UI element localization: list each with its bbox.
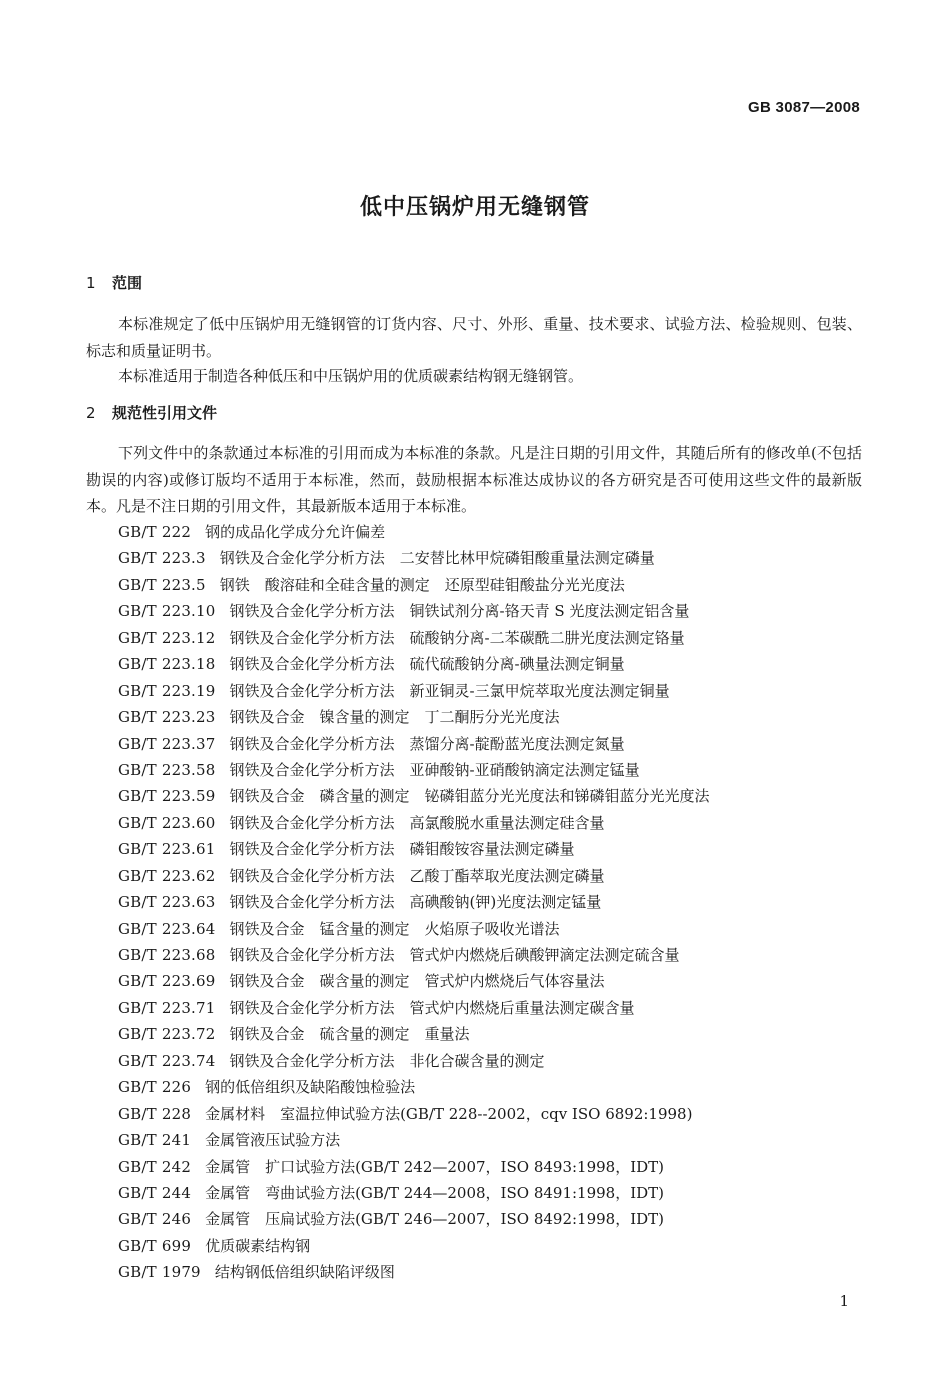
section-1-title: 范围	[112, 274, 143, 292]
reference-item	[118, 731, 878, 757]
reference-code: GB/T 228	[118, 1104, 192, 1123]
reference-item	[118, 889, 878, 915]
reference-code: GB/T 246	[118, 1210, 192, 1229]
section-2-title: 规范性引用文件	[112, 404, 218, 422]
reference-code: GB/T 223.62	[118, 866, 216, 885]
reference-title: 钢铁及合金化学分析方法 新亚铜灵-三氯甲烷萃取光度法测定铜量	[229, 681, 670, 700]
reference-item	[118, 678, 878, 704]
reference-item	[118, 625, 878, 651]
reference-title: 钢铁及合金化学分析方法 蒸馏分离-靛酚蓝光度法测定氮量	[229, 734, 625, 753]
reference-item	[118, 863, 878, 889]
reference-title: 金属管液压试验方法	[205, 1131, 341, 1150]
reference-code: GB/T 223.3	[118, 549, 206, 568]
reference-title: 结构钢低倍组织缺陷评级图	[214, 1263, 395, 1282]
reference-code: GB/T 222	[118, 523, 192, 541]
reference-item	[118, 916, 878, 942]
reference-code: GB/T 223.69	[118, 972, 216, 991]
page-number: 1	[839, 1292, 849, 1310]
reference-item	[118, 572, 878, 598]
reference-title: 钢铁及合金化学分析方法 磷钼酸铵容量法测定磷量	[229, 840, 575, 859]
reference-item	[118, 757, 878, 783]
reference-code: GB/T 223.18	[118, 655, 216, 674]
reference-code: GB/T 223.64	[118, 919, 216, 938]
reference-item	[118, 836, 878, 862]
reference-item	[118, 1206, 878, 1232]
reference-title: 钢铁及合金化学分析方法 非化合碳含量的测定	[229, 1051, 545, 1070]
reference-item	[118, 968, 878, 994]
reference-title: 金属管 弯曲试验方法(GB/T 244—2008，ISO 8491:1998，IDT)	[205, 1183, 665, 1202]
reference-title: 钢铁及合金化学分析方法 管式炉内燃烧后重量法测定碳含量	[229, 998, 635, 1017]
reference-title: 钢铁及合金 碳含量的测定 管式炉内燃烧后气体容量法	[229, 972, 605, 991]
reference-title: 金属管 压扁试验方法(GB/T 246—2007，ISO 8492:1998，IDT)	[205, 1210, 665, 1229]
reference-title: 优质碳素结构钢	[205, 1236, 311, 1255]
reference-code: GB/T 223.23	[118, 708, 216, 727]
reference-title: 钢铁 酸溶硅和全硅含量的测定 还原型硅钼酸盐分光光度法	[219, 575, 625, 594]
reference-code: GB/T 223.74	[118, 1051, 216, 1070]
reference-title: 金属材料 室温拉伸试验方法(GB/T 228--2002，cqv ISO 6892:1998)	[205, 1104, 693, 1123]
reference-item	[118, 783, 878, 809]
reference-code: GB/T 223.59	[118, 787, 216, 806]
reference-item	[118, 651, 878, 677]
reference-title: 钢铁及合金化学分析方法 铜铁试剂分离-铬天青 S 光度法测定铝含量	[229, 602, 690, 621]
reference-item	[118, 942, 878, 968]
reference-item	[118, 1180, 878, 1206]
reference-item	[118, 1021, 878, 1047]
section-1-paragraph: 本标准适用于制造各种低压和中压锅炉用的优质碳素结构钢无缝钢管。	[118, 367, 584, 385]
section-2-intro: 下列文件中的条款通过本标准的引用而成为本标准的条款。凡是注日期的引用文件，其随后所有的修改单(不包括勘误的内容)或修订版均不适用于本标准，然而，鼓励根据本标准达成协议的各方研究是否可使用这些文件的最新版本。凡是不注日期的引用文件，其最新版本适用于本标准。	[86, 444, 862, 515]
reference-title: 钢铁及合金化学分析方法 高氯酸脱水重量法测定硅含量	[229, 813, 605, 832]
section-1-heading	[86, 272, 142, 293]
reference-code: GB/T 223.10	[118, 602, 216, 621]
reference-title: 钢铁及合金化学分析方法 管式炉内燃烧后碘酸钾滴定法测定硫含量	[229, 946, 680, 964]
reference-item	[118, 1233, 878, 1259]
reference-title: 钢铁及合金化学分析方法 高碘酸钠(钾)光度法测定锰量	[229, 893, 602, 912]
reference-item	[118, 1127, 878, 1153]
reference-title: 钢的低倍组织及缺陷酸蚀检验法	[205, 1078, 416, 1097]
reference-title: 钢的成品化学成分允许偏差	[205, 523, 386, 541]
reference-title: 钢铁及合金 锰含量的测定 火焰原子吸收光谱法	[229, 919, 560, 938]
reference-code: GB/T 223.19	[118, 681, 216, 700]
reference-code: GB/T 223.58	[118, 760, 216, 779]
reference-code: GB/T 223.12	[118, 628, 216, 647]
reference-item	[118, 1074, 878, 1100]
reference-code: GB/T 223.72	[118, 1025, 216, 1044]
reference-item	[118, 995, 878, 1021]
reference-item	[118, 704, 878, 730]
reference-item	[118, 598, 878, 624]
reference-item	[118, 1048, 878, 1074]
reference-item	[118, 1101, 878, 1127]
standard-number: GB 3087—2008	[747, 99, 860, 116]
reference-item	[118, 1154, 878, 1180]
reference-item	[118, 1259, 878, 1285]
reference-title: 钢铁及合金化学分析方法 亚砷酸钠-亚硝酸钠滴定法测定锰量	[229, 760, 640, 779]
reference-item	[118, 810, 878, 836]
page-title: 低中压锅炉用无缝钢管	[359, 195, 590, 220]
reference-code: GB/T 223.37	[118, 734, 216, 753]
reference-item	[118, 545, 878, 571]
section-2-heading	[86, 402, 217, 423]
reference-title: 钢铁及合金化学分析方法 二安替比林甲烷磷钼酸重量法测定磷量	[219, 549, 655, 568]
reference-code: GB/T 223.71	[118, 998, 216, 1017]
reference-title: 钢铁及合金化学分析方法 硫酸钠分离-二苯碳酰二肼光度法测定铬量	[229, 628, 685, 647]
reference-code: GB/T 223.60	[118, 813, 216, 832]
reference-list	[118, 519, 878, 1286]
reference-title: 钢铁及合金 磷含量的测定 铋磷钼蓝分光光度法和锑磷钼蓝分光光度法	[229, 787, 710, 806]
reference-code: GB/T 1979	[118, 1263, 201, 1282]
section-1-paragraph: 本标准规定了低中压锅炉用无缝钢管的订货内容、尺寸、外形、重量、技术要求、试验方法、检验规则、包装、标志和质量证明书。	[86, 315, 862, 360]
section-1-number: 1	[86, 274, 96, 292]
reference-item	[118, 519, 878, 545]
reference-code: GB/T 242	[118, 1157, 192, 1176]
reference-code: GB/T 223.63	[118, 893, 216, 912]
reference-code: GB/T 699	[118, 1236, 192, 1255]
section-2-number: 2	[86, 404, 96, 422]
reference-code: GB/T 223.5	[118, 575, 206, 594]
reference-code: GB/T 223.68	[118, 946, 216, 964]
reference-code: GB/T 244	[118, 1183, 192, 1202]
reference-title: 钢铁及合金 镍含量的测定 丁二酮肟分光光度法	[229, 708, 560, 727]
reference-title: 钢铁及合金化学分析方法 乙酸丁酯萃取光度法测定磷量	[229, 866, 605, 885]
reference-code: GB/T 226	[118, 1078, 192, 1097]
reference-title: 钢铁及合金化学分析方法 硫代硫酸钠分离-碘量法测定铜量	[229, 655, 625, 674]
reference-code: GB/T 223.61	[118, 840, 216, 859]
reference-title: 金属管 扩口试验方法(GB/T 242—2007，ISO 8493:1998，IDT)	[205, 1157, 665, 1176]
reference-title: 钢铁及合金 硫含量的测定 重量法	[229, 1025, 470, 1044]
reference-code: GB/T 241	[118, 1131, 192, 1150]
